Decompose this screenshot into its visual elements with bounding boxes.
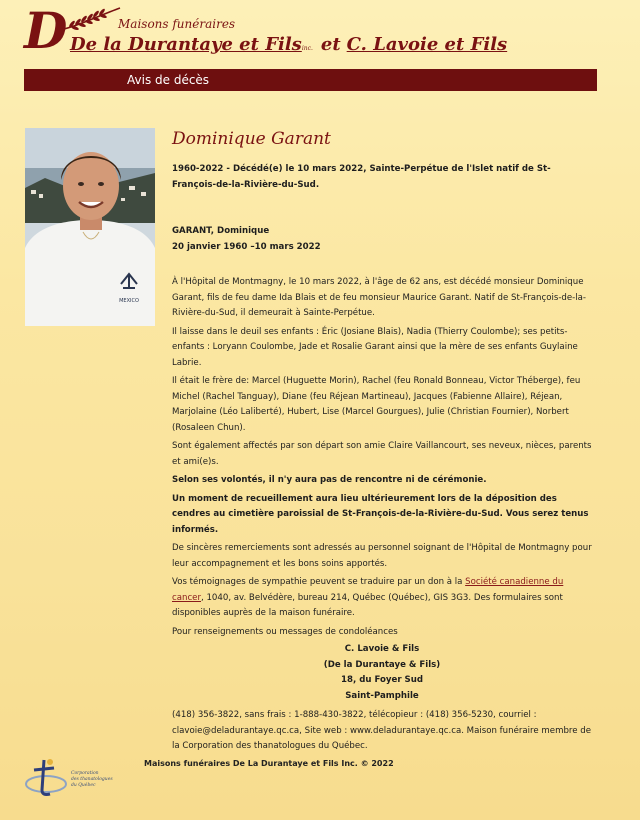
donation-text-after: , 1040, av. Belvédère, bureau 214, Québec (Québec), GIS 3G3. Des formulaires sont disponibles auprès de la maison funéraire.: [172, 592, 563, 618]
shirt-text: MEXICO: [119, 298, 139, 304]
logo-subtitle: Maisons funéraires: [118, 17, 236, 31]
corp-line: des thanatologues: [71, 777, 113, 782]
address-line: C. Lavoie & Fils: [344, 644, 420, 654]
wheat-leaf-icon: [58, 6, 122, 32]
paragraph-contact-intro: Pour renseignements ou messages de condoléances: [172, 626, 398, 637]
funeral-home-address: [172, 642, 592, 704]
paragraph-friends: Sont également affectés par son départ son amie Claire Vaillancourt, ses neveux, nièces, parents et ami(e)s.: [172, 441, 592, 467]
deceased-photo: [25, 128, 155, 326]
paragraph-siblings: Il était le frère de: Marcel (Huguette Morin), Rachel (feu Ronald Bonneau, Victor Théberge), feu Michel (Rachel Tanguay), Diane (feu Réjean Martineau), Jacques (Fabienne Allaire), Réjean, Marjolaine (Léo Laliberté), Hubert, Lise (Marcel Gourgues), Julie (Christian Fournier), Norbert (Rosaleen Chun).: [172, 376, 581, 433]
contact-info: (418) 356-3822, sans frais : 1-888-430-3822, télécopieur : (418) 356-5230, courriel : clavoie@deladurantaye.qc.ca, Site web : www.deladurantaye.qc.ca. Maison funéraire membre de la Corporation des thanatologues du Québec.: [172, 710, 592, 751]
heading-name: GARANT, Dominique: [172, 226, 270, 236]
address-line: (De la Durantaye & Fils): [323, 659, 441, 670]
donation-text-before: Vos témoignages de sympathie peuvent se traduire par un don à la: [172, 577, 466, 587]
thanatologues-logo-icon: [24, 756, 70, 800]
logo-letter: D: [24, 1, 68, 60]
paragraph-donation: [172, 575, 592, 622]
address-line: 18, du Foyer Sud: [340, 675, 424, 685]
banner-title: Avis de décès: [127, 73, 210, 87]
obituary-intro: 1960-2022 - Décédé(e) le 10 mars 2022, Sainte-Perpétue de l'Islet natif de St-François-de-la-Rivière-du-Sud.: [172, 164, 551, 190]
heading-dates: 20 janvier 1960 –10 mars 2022: [172, 241, 321, 252]
address-line: Saint-Pamphile: [345, 690, 419, 701]
paragraph-death: À l'Hôpital de Montmagny, le 10 mars 2022, à l'âge de 62 ans, est décédé monsieur Dominique Garant, fils de feu dame Ida Blais et de feu monsieur Maurice Garant. Natif de St-François-de-la-Rivière-du-Sud, il demeurait à Sainte-Perpétue.: [172, 277, 587, 318]
paragraph-ceremony: Un moment de recueillement aura lieu ultérieurement lors de la déposition des cendres au cimetière paroissial de St-François-de-la-Rivière-du-Sud. Vous serez tenus informés.: [172, 493, 589, 535]
cancer-society-link[interactable]: Société canadienne du cancer: [172, 577, 564, 603]
paragraph-wishes: Selon ses volontés, il n'y aura pas de rencontre ni de cérémonie.: [172, 475, 487, 485]
obituary-content: [172, 128, 592, 755]
corp-line: Corporation: [71, 771, 99, 776]
deceased-name: Dominique Garant: [172, 129, 331, 149]
footer-copyright: Maisons funéraires De La Durantaye et Fils Inc. © 2022: [144, 759, 394, 768]
section-banner: [24, 69, 597, 91]
logo-et: et: [320, 34, 341, 55]
logo-inc: inc.: [301, 45, 313, 52]
portrait-image: [25, 128, 155, 326]
paragraph-thanks: De sincères remerciements sont adressés au personnel soignant de l'Hôpital de Montmagny pour leur accompagnement et les bons soins apportés.: [172, 543, 592, 569]
header: [0, 0, 640, 68]
logo-title[interactable]: [70, 34, 507, 55]
paragraph-children: Il laisse dans le deuil ses enfants : Éric (Josiane Blais), Nadia (Thierry Coulombe); ses petits-enfants : Loryann Coulombe, Jade et Rosalie Garant ainsi que la mère de ses enfants Guylaine Labrie.: [172, 326, 578, 368]
corporation-logo: [24, 756, 124, 800]
logo-name-1: De la Durantaye et Fils: [70, 34, 302, 55]
logo-name-2: C. Lavoie et Fils: [346, 34, 508, 55]
corporation-name: [71, 771, 113, 789]
corp-line: du Québec: [71, 783, 96, 788]
